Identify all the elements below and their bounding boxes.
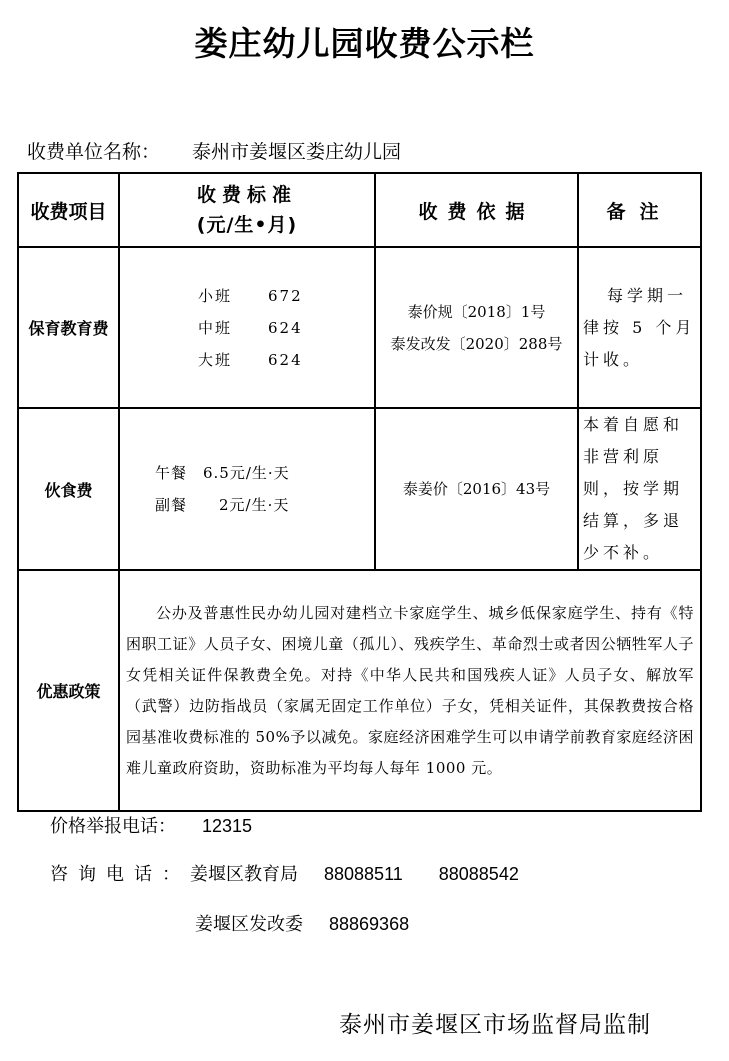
- table-row: [18, 570, 701, 811]
- consult-number: 88088542: [438, 864, 519, 884]
- header-standard-line2: (元/生•月): [196, 214, 298, 236]
- meal-note: 本着自愿和非营利原则，按学期结算，多退少不补。: [578, 408, 701, 570]
- row-label-tuition: 保育教育费: [18, 247, 119, 408]
- class-name: 中班: [198, 318, 233, 337]
- report-phone: [50, 812, 252, 838]
- header-basis: 收费依据: [375, 173, 578, 247]
- table-row: [18, 247, 701, 408]
- header-standard: [119, 173, 375, 247]
- table-header-row: [18, 173, 701, 247]
- consult-number: 88869368: [329, 914, 410, 934]
- fee-unit-label: 收费单位名称：: [27, 141, 161, 163]
- page-title: 娄庄幼儿园收费公示栏: [194, 24, 535, 63]
- consult-phone-label: 咨询电话：: [50, 864, 190, 885]
- meal-line: 午餐 6.5元/生·天: [155, 464, 290, 482]
- class-name: 小班: [198, 286, 233, 305]
- header-item: 收费项目: [18, 173, 119, 247]
- header-standard-line1: 收费标准: [196, 184, 297, 206]
- class-fee: 624: [268, 318, 303, 337]
- supervisor-credit: 泰州市姜堰区市场监督局监制: [339, 1012, 651, 1038]
- tuition-basis: [375, 247, 578, 408]
- meal-line: 副餐 2元/生·天: [155, 496, 290, 514]
- basis-line: 泰姜价〔2016〕43号: [402, 480, 551, 498]
- meal-basis: [375, 408, 578, 570]
- table-row: [18, 408, 701, 570]
- fee-unit: [27, 137, 401, 164]
- tuition-note: 每学期一律按 5 个月计收。: [578, 247, 701, 408]
- standard-line: [198, 344, 374, 376]
- meal-standards: [119, 408, 375, 570]
- class-name: 大班: [198, 350, 233, 369]
- standard-line: [198, 280, 374, 312]
- consult-phone-2: [195, 910, 409, 936]
- consult-phone: [50, 860, 519, 886]
- policy-text: 公办及普惠性民办幼儿园对建档立卡家庭学生、城乡低保家庭学生、持有《特困职工证》人员子女、困境儿童（孤儿）、残疾学生、革命烈士或者因公牺牲军人子女凭相关证件保教费全免。对持《中华人民共和国残疾人证》人员子女、解放军（武警）边防指战员（家属无固定工作单位）子女，凭相关证件，其保教费按合格园基准收费标准的 50%予以减免。家庭经济困难学生可以申请学前教育家庭经济困难儿童政府资助，资助标准为平均每人每年 1000 元。: [126, 603, 694, 777]
- class-fee: 624: [268, 350, 303, 369]
- consult-org-education: 姜堰区教育局: [190, 864, 298, 885]
- basis-line: 泰价规〔2018〕1号: [407, 302, 546, 321]
- row-label-meals: 伙食费: [18, 408, 119, 570]
- tuition-standards: [119, 247, 375, 408]
- class-fee: 672: [268, 286, 303, 305]
- fee-unit-value: 泰州市姜堰区娄庄幼儿园: [192, 141, 402, 163]
- header-note: 备注: [578, 173, 701, 247]
- policy-text-cell: [119, 570, 701, 811]
- report-phone-label: 价格举报电话：: [50, 816, 176, 837]
- row-label-policy: 优惠政策: [18, 570, 119, 811]
- standard-line: [198, 312, 374, 344]
- fee-table: [17, 172, 702, 812]
- consult-number: 88088511: [324, 864, 403, 884]
- consult-org-development: 姜堰区发改委: [195, 914, 303, 935]
- basis-line: 泰发改发〔2020〕288号: [390, 334, 563, 353]
- report-phone-number: 12315: [202, 816, 253, 836]
